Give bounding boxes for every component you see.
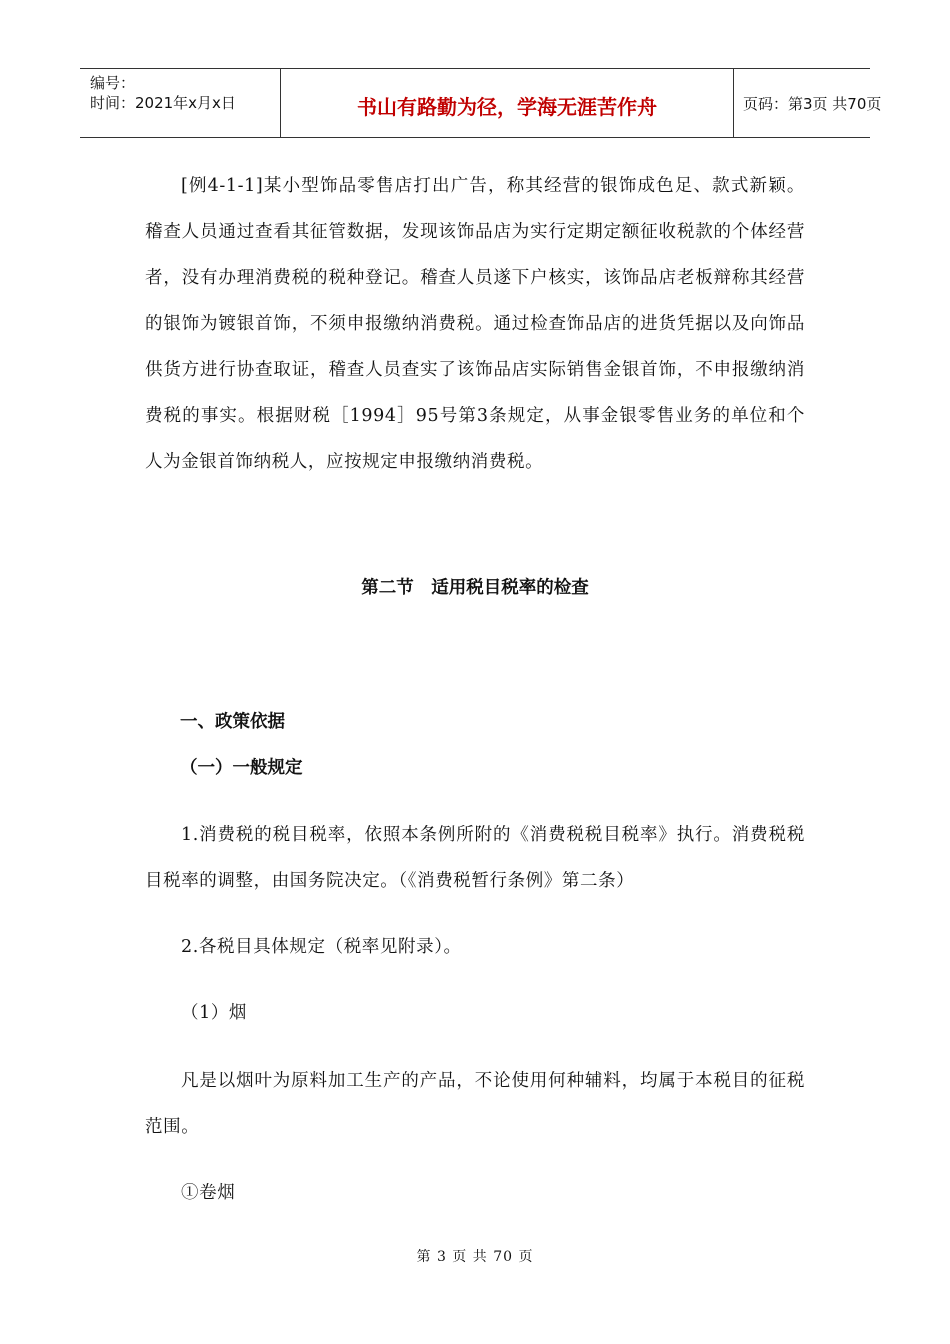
section-title: 第二节 适用税目税率的检查 <box>361 578 589 598</box>
document-header <box>80 68 882 138</box>
heading-general-rules: （一）一般规定 <box>180 758 303 778</box>
header-page-code: 页码：第3页 共70页 <box>743 95 882 113</box>
header-motto-cell <box>280 69 734 137</box>
header-motto: 书山有路勤为径，学海无涯苦作舟 <box>357 95 657 119</box>
document-number-label: 编号： <box>90 74 136 92</box>
document-time-label: 时间：2021年x月x日 <box>90 94 236 112</box>
paragraph-tobacco-scope: 凡是以烟叶为原料加工生产的产品，不论使用何种辅料，均属于本税目的征税范围。 <box>145 1071 805 1137</box>
item-tobacco: （1）烟 <box>181 1003 248 1023</box>
item-cigarette: ①卷烟 <box>181 1183 236 1203</box>
header-page-cell <box>733 69 882 137</box>
paragraph-tax-rates: 1.消费税的税目税率，依照本条例所附的《消费税税目税率》执行。消费税税目税率的调整，由国务院决定。（《消费税暂行条例》第二条） <box>145 825 805 891</box>
heading-policy-basis: 一、政策依据 <box>180 712 285 732</box>
paragraph-tax-items: 2.各税目具体规定（税率见附录）。 <box>181 937 462 957</box>
page-footer: 第 3 页 共 70 页 <box>416 1249 534 1265</box>
example-paragraph: [例4-1-1]某小型饰品零售店打出广告，称其经营的银饰成色足、款式新颖。稽查人员通过查看其征管数据，发现该饰品店为实行定期定额征收税款的个体经营者，没有办理消费税的税种登记。稽查人员遂下户核实，该饰品店老板辩称其经营的银饰为镀银首饰，不须申报缴纳消费税。通过检查饰品店的进货凭据以及向饰品供货方进行协查取证，稽查人员查实了该饰品店实际销售金银首饰，不申报缴纳消费税的事实。根据财税［1994］95号第3条规定，从事金银零售业务的单位和个人为金银首饰纳税人，应按规定申报缴纳消费税。 <box>145 176 805 472</box>
header-meta-cell <box>80 69 280 137</box>
